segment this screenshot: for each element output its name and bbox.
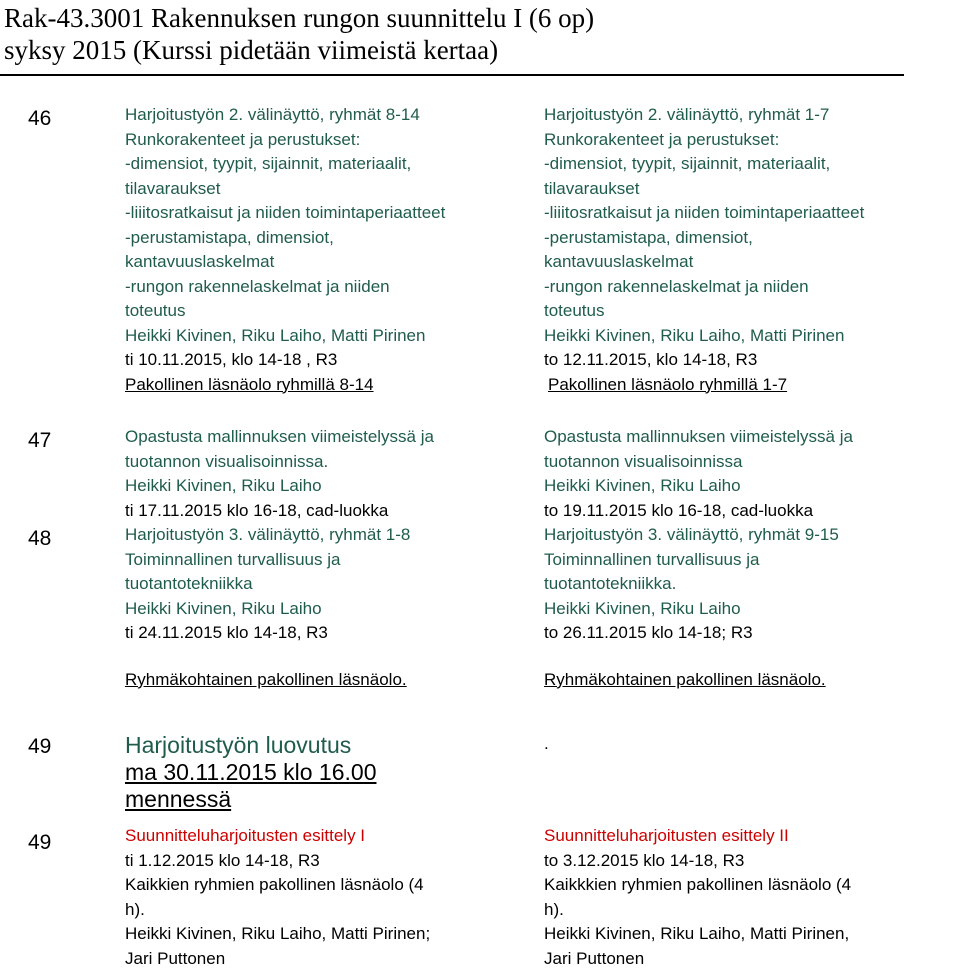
session-topic: tuotantotekniikka. xyxy=(544,574,677,593)
session-detail: -perustamistapa, dimensiot, xyxy=(544,227,753,247)
session-detail: tilavaraukset xyxy=(125,178,221,198)
session-49-presentation-right xyxy=(544,824,851,971)
session-topic: Toiminnallinen turvallisuus ja xyxy=(544,549,760,569)
session-teachers: Heikki Kivinen, Riku Laiho xyxy=(125,476,322,495)
session-attendance-note: Ryhmäkohtainen pakollinen läsnäolo. xyxy=(544,669,826,689)
handin-deadline-suffix: mennessä xyxy=(125,786,232,812)
row-number-49-handin: 49 xyxy=(28,735,52,758)
title-underline xyxy=(0,74,904,76)
session-attendance-note-cont: h). xyxy=(125,899,145,919)
session-teachers: Heikki Kivinen, Riku Laiho xyxy=(544,598,741,618)
presentation-title: Suunnitteluharjoitusten esittely I xyxy=(125,826,366,845)
session-detail: kantavuuslaskelmat xyxy=(125,252,275,271)
session-topic: Toiminnallinen turvallisuus ja xyxy=(125,549,341,569)
session-teachers: Heikki Kivinen, Riku Laiho, Matti Pirinen xyxy=(125,325,426,345)
presentation-title: Suunnitteluharjoitusten esittely II xyxy=(544,826,789,845)
session-detail: toteutus xyxy=(125,301,186,320)
session-teachers-cont: Jari Puttonen xyxy=(125,948,226,968)
handin-title: Harjoitustyön luovutus xyxy=(125,732,352,758)
row-number-46: 46 xyxy=(28,107,52,130)
session-48-right xyxy=(544,523,839,692)
row-number-47: 47 xyxy=(28,429,52,452)
session-attendance-note: Kaikkien ryhmien pakollinen läsnäolo (4 xyxy=(125,875,424,894)
session-title: Opastusta mallinnuksen viimeistelyssä ja xyxy=(544,427,853,446)
session-detail: -liiitosratkaisut ja niiden toimintaperiaatteet xyxy=(125,203,446,222)
session-topic: Runkorakenteet ja perustukset: xyxy=(544,129,780,149)
session-detail: -rungon rakennelaskelmat ja niiden xyxy=(544,276,809,296)
session-time: ti 17.11.2015 klo 16-18, cad-luokka xyxy=(125,500,389,520)
session-detail: kantavuuslaskelmat xyxy=(544,252,694,271)
session-attendance-note: Ryhmäkohtainen pakollinen läsnäolo. xyxy=(125,669,407,689)
session-attendance-note: Pakollinen läsnäolo ryhmillä 8-14 xyxy=(125,374,374,394)
session-detail: toteutus xyxy=(544,301,605,320)
session-title: Harjoitustyön 2. välinäyttö, ryhmät 1-7 xyxy=(544,105,830,124)
session-attendance-note: Pakollinen läsnäolo ryhmillä 1-7 xyxy=(548,374,788,394)
session-49-handin-right xyxy=(544,732,549,757)
session-title: Harjoitustyön 3. välinäyttö, ryhmät 9-15 xyxy=(544,525,839,544)
session-49-handin-left xyxy=(125,732,376,813)
session-title: Harjoitustyön 3. välinäyttö, ryhmät 1-8 xyxy=(125,525,411,544)
session-48-left xyxy=(125,523,410,692)
session-time: ti 1.12.2015 klo 14-18, R3 xyxy=(125,850,320,870)
session-topic: Runkorakenteet ja perustukset: xyxy=(125,129,361,149)
title-line-2: syksy 2015 (Kurssi pidetään viimeistä kertaa) xyxy=(4,35,499,65)
row-number-49-presentation: 49 xyxy=(28,831,52,854)
session-teachers-cont: Jari Puttonen xyxy=(544,948,645,968)
session-47-right xyxy=(544,425,853,523)
title-line-1: Rak-43.3001 Rakennuksen rungon suunnittelu I (6 op) xyxy=(4,3,595,33)
session-topic: tuotantotekniikka xyxy=(125,574,253,593)
session-47-left xyxy=(125,425,434,523)
placeholder-dot: . xyxy=(544,734,549,753)
session-detail: -dimensiot, tyypit, sijainnit, materiaalit, xyxy=(544,154,831,173)
session-title: Harjoitustyön 2. välinäyttö, ryhmät 8-14 xyxy=(125,105,420,124)
session-detail: -perustamistapa, dimensiot, xyxy=(125,227,334,247)
handin-deadline: ma 30.11.2015 klo 16.00 xyxy=(125,759,377,785)
session-detail: -rungon rakennelaskelmat ja niiden xyxy=(125,276,390,296)
session-time: ti 10.11.2015, klo 14-18 , R3 xyxy=(125,350,338,369)
session-topic: tuotannon visualisoinnissa. xyxy=(125,451,329,471)
session-time: to 12.11.2015, klo 14-18, R3 xyxy=(544,350,758,369)
session-teachers: Heikki Kivinen, Riku Laiho xyxy=(125,598,322,618)
session-teachers: Heikki Kivinen, Riku Laiho, Matti Pirinen, xyxy=(544,924,850,943)
session-49-presentation-left xyxy=(125,824,430,971)
session-teachers: Heikki Kivinen, Riku Laiho, Matti Pirinen xyxy=(544,325,845,345)
row-number-48: 48 xyxy=(28,527,52,550)
session-teachers: Heikki Kivinen, Riku Laiho xyxy=(544,476,741,495)
session-detail: -dimensiot, tyypit, sijainnit, materiaalit, xyxy=(125,154,412,173)
session-detail: -liiitosratkaisut ja niiden toimintaperiaatteet xyxy=(544,203,865,222)
session-attendance-note: Kaikkkien ryhmien pakollinen läsnäolo (4 xyxy=(544,875,852,894)
session-time: to 3.12.2015 klo 14-18, R3 xyxy=(544,850,745,870)
session-detail: tilavaraukset xyxy=(544,178,640,198)
session-time: to 19.11.2015 klo 16-18, cad-luokka xyxy=(544,500,814,520)
session-time: to 26.11.2015 klo 14-18; R3 xyxy=(544,623,753,642)
session-topic: tuotannon visualisoinnissa xyxy=(544,451,743,471)
session-title: Opastusta mallinnuksen viimeistelyssä ja xyxy=(125,427,434,446)
session-teachers: Heikki Kivinen, Riku Laiho, Matti Pirinen; xyxy=(125,924,431,943)
session-attendance-note-cont: h). xyxy=(544,899,564,919)
session-46-right xyxy=(544,103,864,397)
session-46-left xyxy=(125,103,445,397)
page-title xyxy=(4,2,944,66)
session-time: ti 24.11.2015 klo 14-18, R3 xyxy=(125,623,328,642)
